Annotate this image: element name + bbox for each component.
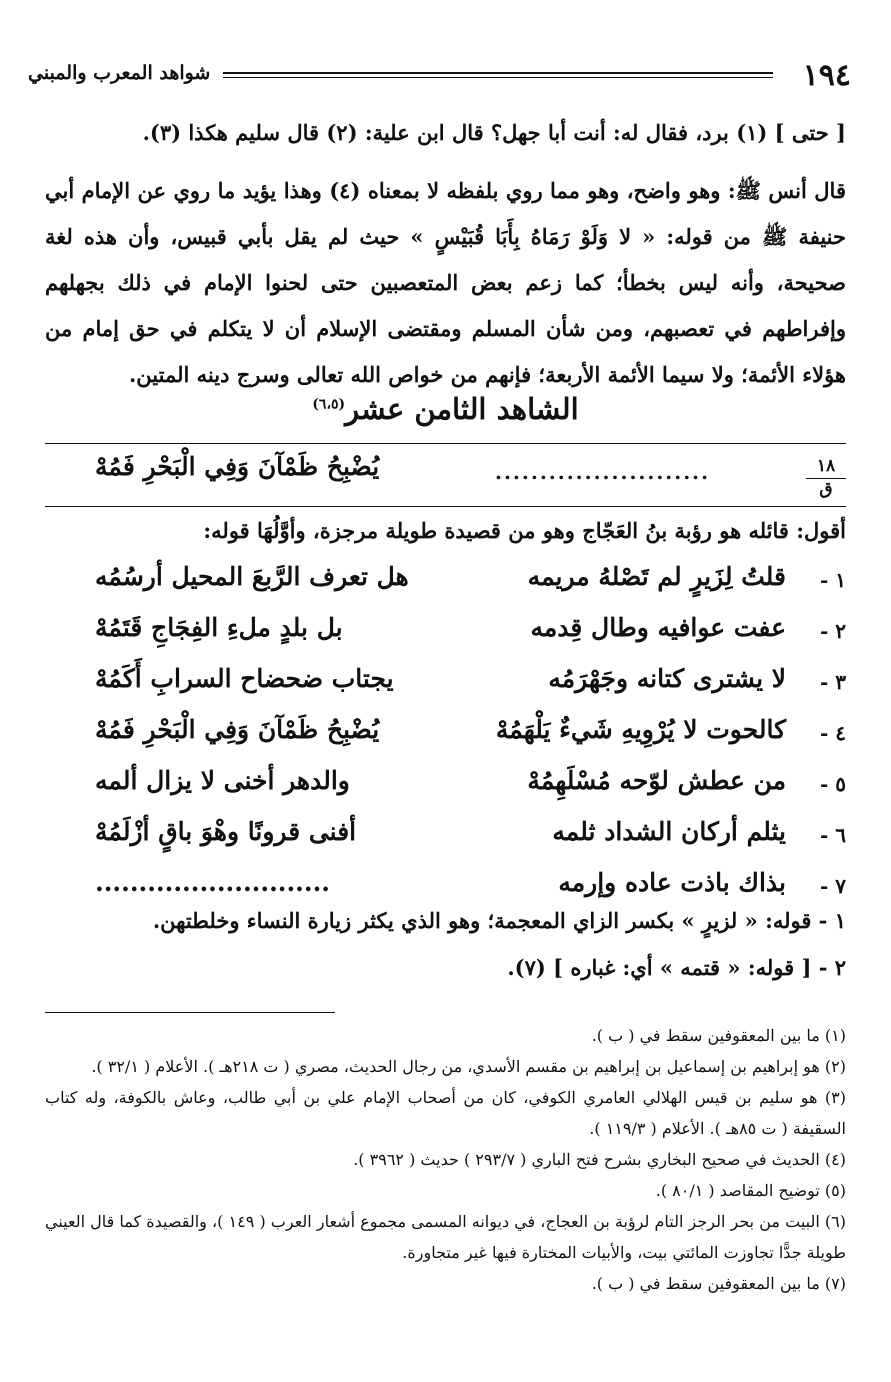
footnote: (٦) البيت من بحر الرجز التام لرؤبة بن العجاج، في ديوانه المسمى مجموع أشعار العرب ( ١٤٩ )، والقصيدة كما قال العيني طويلة جدًّا تجاوزت المائتي بيت، والأبيات المختارة فيها غير متجاورة. — [45, 1212, 846, 1262]
intro-text: أقول: قائله هو رؤبة بنُ العَجّاج وهو من قصيدة طويلة مرجزة، وأوَّلُهَا قوله: — [203, 518, 846, 543]
poem-hemistich-first: قلتُ لِزَيرٍ لم تَصْلهُ مريمه — [527, 562, 786, 591]
verse-box-top-rule — [45, 443, 846, 444]
poem-line-number: ٤ - — [819, 721, 846, 745]
header-rule-thin — [223, 77, 773, 78]
poem-hemistich-first: عفت عوافيه وطال قِدمه — [530, 613, 786, 642]
section-title-text: الشاهد الثامن عشر — [345, 392, 579, 426]
poem — [45, 560, 846, 917]
verse-number-top: ١٨ — [816, 456, 836, 476]
verse-ellipsis: ........................ — [495, 460, 711, 484]
commentary-note: ١ - قوله: « لزيرٍ » بكسر الزاي المعجمة؛ وهو الذي يكثر زيارة النساء وخلطتهن. — [152, 908, 846, 933]
poem-hemistich-second: يجتاب ضحضاح السرابِ أَكَمُهْ — [95, 664, 394, 693]
footnotes — [45, 1020, 846, 1299]
section-title — [0, 392, 891, 426]
poem-hemistich-first: يثلم أركان الشداد ثلمه — [552, 817, 786, 846]
poem-line-number: ٢ - — [819, 619, 846, 643]
poem-hemistich-second: أفنى قرونًا وهْوَ باقٍ أزْلَمُهْ — [95, 817, 357, 846]
poem-hemistich-first: لا يشترى كتانه وجَهْرَمُه — [548, 664, 786, 693]
poem-line — [45, 815, 846, 866]
footnote: (٤) الحديث في صحيح البخاري بشرح فتح الباري ( ٢٩٣/٧ ) حديث ( ٣٩٦٢ ). — [353, 1150, 846, 1169]
poem-line-number: ١ - — [819, 568, 846, 592]
poem-line-number: ٦ - — [819, 823, 846, 847]
section-title-footnote-ref: (٦،٥) — [312, 396, 346, 413]
verse-number — [806, 457, 846, 498]
footnote-separator — [45, 1012, 335, 1013]
poem-line — [45, 611, 846, 662]
page-number: ١٩٤ — [802, 58, 851, 93]
poem-line-number: ٧ - — [819, 874, 846, 898]
header-rule — [223, 72, 773, 74]
footnote: (٥) توضيح المقاصد ( ٨٠/١ ). — [655, 1181, 846, 1200]
poem-hemistich-first: بذاك باذت عاده وإرمه — [558, 868, 786, 897]
poem-hemistich-first: من عطش لوّحه مُسْلَهِمُهْ — [527, 766, 786, 795]
poem-line-number: ٥ - — [819, 772, 846, 796]
footnote: (٢) هو إبراهيم بن إسماعيل بن إبراهيم بن مقسم الأسدي، من رجال الحديث، مصري ( ت ٢١٨هـ ). الأعلام ( ٣٢/١ ). — [91, 1057, 846, 1076]
poem-hemistich-second: والدهر أخنى لا يزال ألمه — [95, 766, 350, 795]
poem-line — [45, 560, 846, 611]
commentary-note: ٢ - [ قوله: « قتمه » أي: غباره ] (٧). — [507, 955, 846, 980]
footnote: (٣) هو سليم بن قيس الهلالي العامري الكوفي، كان من أصحاب الإمام علي بن أبي طالب، وعاش بالكوفة، وله كتاب السقيفة ( ت ٨٥هـ ). الأعلام ( ١١٩/٣ ). — [45, 1088, 846, 1138]
poem-line — [45, 662, 846, 713]
poem-hemistich-second: بل بلدٍ ملءِ الفِجَاجِ قَتَمُهْ — [95, 613, 343, 642]
paragraph: قال أنس ﷺ: وهو واضح، وهو مما روي بلفظه لا بمعناه (٤) وهذا يؤيد ما روي عن الإمام أبي حنيفة ﷺ من قوله: « لا وَلَوْ رَمَاهُ بِأَبَا قُبَيْسٍ » حيث لم يقل بأبي قبيس، وأن هذه لغة صحيحة، وأنه ليس بخطأ؛ كما زعم بعض المتعصبين حتى لحنوا الإمام في ذلك بجهلهم وإفراطهم في تعصبهم، ومن شأن المسلم ومقتضى الإسلام أن لا يتكلم في حق إمام من هؤلاء الأئمة؛ ولا سيما الأئمة الأربعة؛ فإنهم من خواص الله تعالى وسرج دينه المتين. — [45, 178, 846, 387]
paragraph: [ حتى ] (١) برد، فقال له: أنت أبا جهل؟ قال ابن علية: (٢) قال سليم هكذا (٣). — [142, 120, 846, 145]
shahid-verse: يُضْبِحُ ظَمْآنَ وَفِي الْبَحْرِ فَمُهْ — [95, 452, 380, 481]
poem-hemistich-first: كالحوت لا يُرْوِيهِ شَيءٌ يَلْهَمُهْ — [495, 715, 786, 744]
verse-number-bottom: ق — [806, 478, 846, 498]
footnote: (٧) ما بين المعقوفين سقط في ( ب ). — [591, 1274, 846, 1293]
verse-box-bottom-rule — [45, 506, 846, 507]
poem-line — [45, 764, 846, 815]
poem-line — [45, 713, 846, 764]
poem-hemistich-second: ........................... — [95, 868, 330, 897]
poem-hemistich-second: يُضْبِحُ ظَمْآنَ وَفِي الْبَحْرِ فَمُهْ — [95, 715, 380, 744]
poem-hemistich-second: هل تعرف الرَّبعَ المحيل أرسُمُه — [95, 562, 409, 591]
page-header — [28, 52, 851, 92]
running-title: شواهد المعرب والمبني — [28, 62, 211, 84]
footnote: (١) ما بين المعقوفين سقط في ( ب ). — [591, 1026, 846, 1045]
poem-line-number: ٣ - — [819, 670, 846, 694]
